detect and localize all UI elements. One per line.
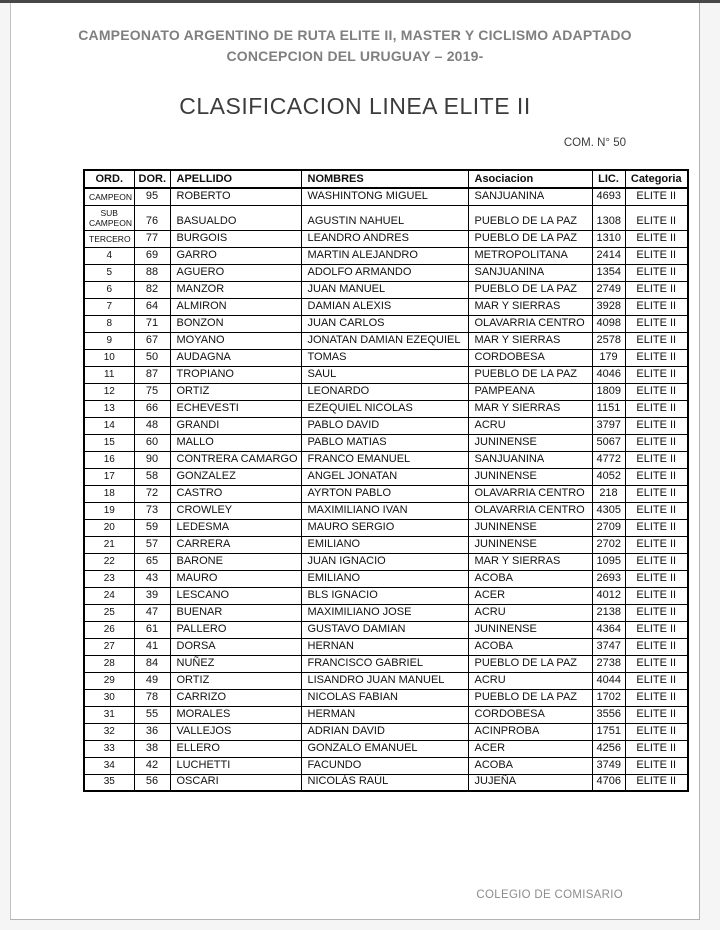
- lic-cell: 3556: [592, 706, 625, 723]
- nombres-cell: DAMIAN ALEXIS: [301, 298, 468, 315]
- table-row: [84, 757, 688, 774]
- asociacion-cell: JUNINENSE: [468, 434, 592, 451]
- ord-cell: 10: [84, 349, 134, 366]
- categoria-cell: ELITE II: [625, 451, 688, 468]
- ord-cell: 26: [84, 621, 134, 638]
- categoria-cell: ELITE II: [625, 264, 688, 281]
- dor-cell: 50: [134, 349, 170, 366]
- asociacion-cell: MAR Y SIERRAS: [468, 400, 592, 417]
- ord-cell: 6: [84, 281, 134, 298]
- nombres-cell: GUSTAVO DAMIAN: [301, 621, 468, 638]
- categoria-cell: ELITE II: [625, 383, 688, 400]
- ord-cell: 19: [84, 502, 134, 519]
- nombres-cell: SAUL: [301, 366, 468, 383]
- dor-cell: 72: [134, 485, 170, 502]
- lic-cell: 2138: [592, 604, 625, 621]
- page-title: CLASIFICACION LINEA ELITE II: [179, 93, 531, 119]
- asociacion-cell: CORDOBESA: [468, 706, 592, 723]
- ord-cell: 4: [84, 247, 134, 264]
- asociacion-cell: JUNINENSE: [468, 519, 592, 536]
- dor-cell: 71: [134, 315, 170, 332]
- table-header: [84, 170, 688, 188]
- ord-cell: 29: [84, 672, 134, 689]
- col-header-nombres: NOMBRES: [301, 170, 468, 188]
- lic-cell: 4706: [592, 774, 625, 791]
- nombres-cell: PABLO DAVID: [301, 417, 468, 434]
- asociacion-cell: ACOBA: [468, 757, 592, 774]
- apellido-cell: MORALES: [170, 706, 301, 723]
- nombres-cell: HERMAN: [301, 706, 468, 723]
- categoria-cell: ELITE II: [625, 315, 688, 332]
- categoria-cell: ELITE II: [625, 349, 688, 366]
- asociacion-cell: ACINPROBA: [468, 723, 592, 740]
- table-row: [84, 570, 688, 587]
- nombres-cell: LEONARDO: [301, 383, 468, 400]
- nombres-cell: FRANCISCO GABRIEL: [301, 655, 468, 672]
- dor-cell: 82: [134, 281, 170, 298]
- col-header-categoria: Categoria: [625, 170, 688, 188]
- asociacion-cell: OLAVARRIA CENTRO: [468, 485, 592, 502]
- nombres-cell: AYRTON PABLO: [301, 485, 468, 502]
- asociacion-cell: PUEBLO DE LA PAZ: [468, 655, 592, 672]
- col-header-apellido: APELLIDO: [170, 170, 301, 188]
- asociacion-cell: CORDOBESA: [468, 349, 592, 366]
- asociacion-cell: SANJUANINA: [468, 188, 592, 205]
- apellido-cell: LEDESMA: [170, 519, 301, 536]
- nombres-cell: JONATAN DAMIAN EZEQUIEL: [301, 332, 468, 349]
- table-row: [84, 519, 688, 536]
- lic-cell: 2414: [592, 247, 625, 264]
- categoria-cell: ELITE II: [625, 434, 688, 451]
- nombres-cell: MARTIN ALEJANDRO: [301, 247, 468, 264]
- col-header-asociacion: Asociacion: [468, 170, 592, 188]
- ord-cell: 9: [84, 332, 134, 349]
- dor-cell: 76: [134, 205, 170, 230]
- table-row: [84, 621, 688, 638]
- asociacion-cell: ACOBA: [468, 638, 592, 655]
- lic-cell: 5067: [592, 434, 625, 451]
- commissaire-number: COM. N° 50: [563, 137, 626, 149]
- asociacion-cell: METROPOLITANA: [468, 247, 592, 264]
- apellido-cell: LESCANO: [170, 587, 301, 604]
- table-row: [84, 188, 688, 205]
- lic-cell: 1809: [592, 383, 625, 400]
- asociacion-cell: PUEBLO DE LA PAZ: [468, 366, 592, 383]
- ord-cell: 13: [84, 400, 134, 417]
- categoria-cell: ELITE II: [625, 689, 688, 706]
- table-row: [84, 264, 688, 281]
- nombres-cell: JUAN CARLOS: [301, 315, 468, 332]
- ord-cell: 30: [84, 689, 134, 706]
- categoria-cell: ELITE II: [625, 298, 688, 315]
- apellido-cell: GARRO: [170, 247, 301, 264]
- apellido-cell: PALLERO: [170, 621, 301, 638]
- col-header-dor: DOR.: [134, 170, 170, 188]
- table-row: [84, 417, 688, 434]
- table-row: [84, 706, 688, 723]
- categoria-cell: ELITE II: [625, 536, 688, 553]
- asociacion-cell: PUEBLO DE LA PAZ: [468, 281, 592, 298]
- table-row: [84, 247, 688, 264]
- nombres-cell: ANGEL JONATAN: [301, 468, 468, 485]
- table-row: [84, 332, 688, 349]
- categoria-cell: ELITE II: [625, 553, 688, 570]
- lic-cell: 2693: [592, 570, 625, 587]
- nombres-cell: NICOLAS FABIAN: [301, 689, 468, 706]
- dor-cell: 36: [134, 723, 170, 740]
- nombres-cell: WASHINTONG MIGUEL: [301, 188, 468, 205]
- results-rows: [84, 188, 688, 791]
- categoria-cell: ELITE II: [625, 621, 688, 638]
- categoria-cell: ELITE II: [625, 247, 688, 264]
- categoria-cell: ELITE II: [625, 757, 688, 774]
- apellido-cell: CARRERA: [170, 536, 301, 553]
- table-row: [84, 553, 688, 570]
- asociacion-cell: OLAVARRIA CENTRO: [468, 315, 592, 332]
- categoria-cell: ELITE II: [625, 655, 688, 672]
- table-row: [84, 502, 688, 519]
- apellido-cell: BUENAR: [170, 604, 301, 621]
- asociacion-cell: ACOBA: [468, 570, 592, 587]
- apellido-cell: CONTRERA CAMARGO: [170, 451, 301, 468]
- dor-cell: 49: [134, 672, 170, 689]
- dor-cell: 87: [134, 366, 170, 383]
- ord-cell: 11: [84, 366, 134, 383]
- table-row: [84, 230, 688, 247]
- ord-cell: 17: [84, 468, 134, 485]
- lic-cell: 2709: [592, 519, 625, 536]
- col-header-ord: ORD.: [84, 170, 134, 188]
- apellido-cell: CARRIZO: [170, 689, 301, 706]
- apellido-cell: ALMIRON: [170, 298, 301, 315]
- categoria-cell: ELITE II: [625, 502, 688, 519]
- lic-cell: 3797: [592, 417, 625, 434]
- apellido-cell: BONZON: [170, 315, 301, 332]
- apellido-cell: GRANDI: [170, 417, 301, 434]
- dor-cell: 48: [134, 417, 170, 434]
- nombres-cell: JUAN MANUEL: [301, 281, 468, 298]
- nombres-cell: EMILIANO: [301, 536, 468, 553]
- ord-cell: 20: [84, 519, 134, 536]
- asociacion-cell: SANJUANINA: [468, 264, 592, 281]
- ord-cell: 21: [84, 536, 134, 553]
- categoria-cell: ELITE II: [625, 281, 688, 298]
- apellido-cell: CASTRO: [170, 485, 301, 502]
- apellido-cell: LUCHETTI: [170, 757, 301, 774]
- asociacion-cell: MAR Y SIERRAS: [468, 553, 592, 570]
- categoria-cell: ELITE II: [625, 468, 688, 485]
- table-row: [84, 604, 688, 621]
- table-header-row: [84, 170, 688, 188]
- lic-cell: 179: [592, 349, 625, 366]
- dor-cell: 41: [134, 638, 170, 655]
- table-row: [84, 315, 688, 332]
- dor-cell: 60: [134, 434, 170, 451]
- lic-cell: 1310: [592, 230, 625, 247]
- dor-cell: 47: [134, 604, 170, 621]
- dor-cell: 88: [134, 264, 170, 281]
- asociacion-cell: PUEBLO DE LA PAZ: [468, 689, 592, 706]
- lic-cell: 4256: [592, 740, 625, 757]
- lic-cell: 4305: [592, 502, 625, 519]
- dor-cell: 73: [134, 502, 170, 519]
- table-row: [84, 689, 688, 706]
- lic-cell: 4044: [592, 672, 625, 689]
- apellido-cell: ORTIZ: [170, 383, 301, 400]
- nombres-cell: ADRIAN DAVID: [301, 723, 468, 740]
- apellido-cell: OSCARI: [170, 774, 301, 791]
- lic-cell: 2749: [592, 281, 625, 298]
- apellido-cell: AUDAGNA: [170, 349, 301, 366]
- nombres-cell: FACUNDO: [301, 757, 468, 774]
- lic-cell: 4098: [592, 315, 625, 332]
- asociacion-cell: ACRU: [468, 672, 592, 689]
- ord-cell: 28: [84, 655, 134, 672]
- footer-signature: COLEGIO DE COMISARIO: [476, 889, 623, 901]
- table-row: [84, 400, 688, 417]
- ord-cell: TERCERO: [84, 230, 134, 247]
- apellido-cell: DORSA: [170, 638, 301, 655]
- asociacion-cell: JUNINENSE: [468, 536, 592, 553]
- apellido-cell: TROPIANO: [170, 366, 301, 383]
- document-page: [10, 3, 700, 920]
- ord-cell: 24: [84, 587, 134, 604]
- ord-cell: 22: [84, 553, 134, 570]
- categoria-cell: ELITE II: [625, 740, 688, 757]
- lic-cell: 3928: [592, 298, 625, 315]
- table-row: [84, 434, 688, 451]
- table-row: [84, 485, 688, 502]
- table-row: [84, 349, 688, 366]
- nombres-cell: NICOLÁS RAÚL: [301, 774, 468, 791]
- apellido-cell: MOYANO: [170, 332, 301, 349]
- ord-cell: 25: [84, 604, 134, 621]
- table-row: [84, 587, 688, 604]
- apellido-cell: ORTIZ: [170, 672, 301, 689]
- dor-cell: 55: [134, 706, 170, 723]
- ord-cell: 16: [84, 451, 134, 468]
- nombres-cell: PABLO MATIAS: [301, 434, 468, 451]
- apellido-cell: VALLEJOS: [170, 723, 301, 740]
- asociacion-cell: ACER: [468, 587, 592, 604]
- dor-cell: 75: [134, 383, 170, 400]
- lic-cell: 1702: [592, 689, 625, 706]
- dor-cell: 77: [134, 230, 170, 247]
- dor-cell: 56: [134, 774, 170, 791]
- asociacion-cell: OLAVARRIA CENTRO: [468, 502, 592, 519]
- ord-cell: 14: [84, 417, 134, 434]
- dor-cell: 64: [134, 298, 170, 315]
- dor-cell: 66: [134, 400, 170, 417]
- nombres-cell: LISANDRO JUAN MANUEL: [301, 672, 468, 689]
- dor-cell: 43: [134, 570, 170, 587]
- asociacion-cell: SANJUANINA: [468, 451, 592, 468]
- categoria-cell: ELITE II: [625, 188, 688, 205]
- dor-cell: 69: [134, 247, 170, 264]
- table-row: [84, 281, 688, 298]
- ord-cell: 33: [84, 740, 134, 757]
- lic-cell: 218: [592, 485, 625, 502]
- ord-cell: 35: [84, 774, 134, 791]
- nombres-cell: EZEQUIEL NICOLAS: [301, 400, 468, 417]
- categoria-cell: ELITE II: [625, 587, 688, 604]
- table-row: [84, 655, 688, 672]
- lic-cell: 2702: [592, 536, 625, 553]
- dor-cell: 67: [134, 332, 170, 349]
- lic-cell: 2738: [592, 655, 625, 672]
- lic-cell: 3747: [592, 638, 625, 655]
- apellido-cell: ELLERO: [170, 740, 301, 757]
- table-row: [84, 740, 688, 757]
- nombres-cell: MAURO SERGIO: [301, 519, 468, 536]
- nombres-cell: MAXIMILIANO IVAN: [301, 502, 468, 519]
- dor-cell: 57: [134, 536, 170, 553]
- apellido-cell: ECHEVESTI: [170, 400, 301, 417]
- table-row: [84, 366, 688, 383]
- nombres-cell: BLS IGNACIO: [301, 587, 468, 604]
- ord-cell: 7: [84, 298, 134, 315]
- dor-cell: 78: [134, 689, 170, 706]
- apellido-cell: AGUERO: [170, 264, 301, 281]
- asociacion-cell: JUJEÑA: [468, 774, 592, 791]
- dor-cell: 39: [134, 587, 170, 604]
- categoria-cell: ELITE II: [625, 366, 688, 383]
- table-row: [84, 468, 688, 485]
- categoria-cell: ELITE II: [625, 400, 688, 417]
- dor-cell: 38: [134, 740, 170, 757]
- lic-cell: 1751: [592, 723, 625, 740]
- dor-cell: 65: [134, 553, 170, 570]
- lic-cell: 4693: [592, 188, 625, 205]
- lic-cell: 3749: [592, 757, 625, 774]
- categoria-cell: ELITE II: [625, 774, 688, 791]
- apellido-cell: NUÑEZ: [170, 655, 301, 672]
- categoria-cell: ELITE II: [625, 723, 688, 740]
- ord-cell: 32: [84, 723, 134, 740]
- asociacion-cell: ACER: [468, 740, 592, 757]
- categoria-cell: ELITE II: [625, 332, 688, 349]
- nombres-cell: AGUSTIN NAHUEL: [301, 205, 468, 230]
- col-header-lic: LIC.: [592, 170, 625, 188]
- classification-table: [83, 169, 689, 792]
- apellido-cell: BURGOIS: [170, 230, 301, 247]
- ord-cell: 23: [84, 570, 134, 587]
- categoria-cell: ELITE II: [625, 672, 688, 689]
- ord-cell: 34: [84, 757, 134, 774]
- categoria-cell: ELITE II: [625, 485, 688, 502]
- ord-cell: 15: [84, 434, 134, 451]
- categoria-cell: ELITE II: [625, 230, 688, 247]
- categoria-cell: ELITE II: [625, 604, 688, 621]
- header-line-1: CAMPEONATO ARGENTINO DE RUTA ELITE II, MASTER Y CICLISMO ADAPTADO: [78, 27, 632, 43]
- lic-cell: 4364: [592, 621, 625, 638]
- apellido-cell: BARONE: [170, 553, 301, 570]
- categoria-cell: ELITE II: [625, 519, 688, 536]
- nombres-cell: EMILIANO: [301, 570, 468, 587]
- lic-cell: 4772: [592, 451, 625, 468]
- asociacion-cell: PUEBLO DE LA PAZ: [468, 230, 592, 247]
- table-row: [84, 383, 688, 400]
- nombres-cell: HERNAN: [301, 638, 468, 655]
- table-row: [84, 451, 688, 468]
- lic-cell: 1308: [592, 205, 625, 230]
- ord-cell: 12: [84, 383, 134, 400]
- asociacion-cell: MAR Y SIERRAS: [468, 332, 592, 349]
- asociacion-cell: ACRU: [468, 417, 592, 434]
- dor-cell: 95: [134, 188, 170, 205]
- ord-cell: SUB CAMPEON: [84, 205, 134, 230]
- nombres-cell: JUAN IGNACIO: [301, 553, 468, 570]
- categoria-cell: ELITE II: [625, 638, 688, 655]
- header-line-2: CONCEPCION DEL URUGUAY – 2019-: [226, 48, 484, 64]
- lic-cell: 1354: [592, 264, 625, 281]
- asociacion-cell: PAMPEANA: [468, 383, 592, 400]
- categoria-cell: ELITE II: [625, 706, 688, 723]
- table-row: [84, 205, 688, 230]
- nombres-cell: FRANCO EMANUEL: [301, 451, 468, 468]
- dor-cell: 61: [134, 621, 170, 638]
- table-row: [84, 672, 688, 689]
- dor-cell: 59: [134, 519, 170, 536]
- dor-cell: 90: [134, 451, 170, 468]
- table-row: [84, 298, 688, 315]
- ord-cell: 31: [84, 706, 134, 723]
- table-row: [84, 536, 688, 553]
- ord-cell: CAMPEON: [84, 188, 134, 205]
- asociacion-cell: JUNINENSE: [468, 621, 592, 638]
- ord-cell: 27: [84, 638, 134, 655]
- categoria-cell: ELITE II: [625, 205, 688, 230]
- ord-cell: 8: [84, 315, 134, 332]
- dor-cell: 84: [134, 655, 170, 672]
- categoria-cell: ELITE II: [625, 570, 688, 587]
- lic-cell: 1151: [592, 400, 625, 417]
- document-header: [11, 25, 699, 67]
- lic-cell: 4046: [592, 366, 625, 383]
- categoria-cell: ELITE II: [625, 417, 688, 434]
- lic-cell: 1095: [592, 553, 625, 570]
- apellido-cell: MANZOR: [170, 281, 301, 298]
- asociacion-cell: PUEBLO DE LA PAZ: [468, 205, 592, 230]
- apellido-cell: MAURO: [170, 570, 301, 587]
- table-row: [84, 638, 688, 655]
- nombres-cell: MAXIMILIANO JOSE: [301, 604, 468, 621]
- nombres-cell: LEANDRO ANDRES: [301, 230, 468, 247]
- apellido-cell: BASUALDO: [170, 205, 301, 230]
- ord-cell: 5: [84, 264, 134, 281]
- lic-cell: 2578: [592, 332, 625, 349]
- table-row: [84, 774, 688, 791]
- apellido-cell: MALLO: [170, 434, 301, 451]
- apellido-cell: CROWLEY: [170, 502, 301, 519]
- asociacion-cell: JUNINENSE: [468, 468, 592, 485]
- ord-cell: 18: [84, 485, 134, 502]
- nombres-cell: GONZALO EMANUEL: [301, 740, 468, 757]
- dor-cell: 58: [134, 468, 170, 485]
- lic-cell: 4012: [592, 587, 625, 604]
- nombres-cell: ADOLFO ARMANDO: [301, 264, 468, 281]
- nombres-cell: TOMAS: [301, 349, 468, 366]
- apellido-cell: ROBERTO: [170, 188, 301, 205]
- apellido-cell: GONZALEZ: [170, 468, 301, 485]
- asociacion-cell: ACRU: [468, 604, 592, 621]
- table-row: [84, 723, 688, 740]
- dor-cell: 42: [134, 757, 170, 774]
- asociacion-cell: MAR Y SIERRAS: [468, 298, 592, 315]
- lic-cell: 4052: [592, 468, 625, 485]
